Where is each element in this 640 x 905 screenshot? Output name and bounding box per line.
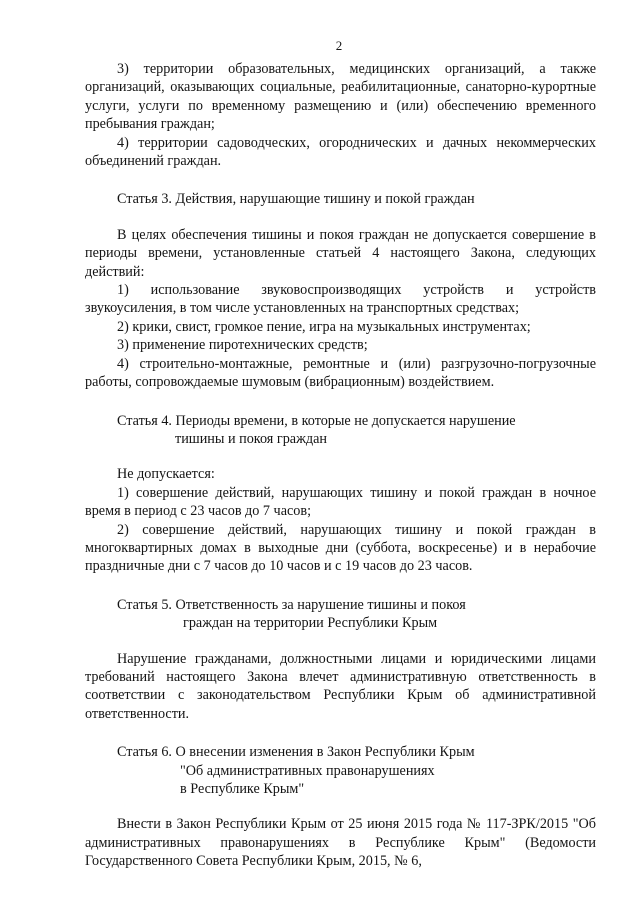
article-3-heading: Статья 3. Действия, нарушающие тишину и покой граждан [117, 191, 475, 208]
article-3-item-2: 2) крики, свист, громкое пение, игра на музыкальных инструментах; [117, 318, 531, 335]
list-item-territory-3: 3) территории образовательных, медицинских организаций, а также организаций, оказывающих социальные, реабилитационные, санаторно-курортные услуги, услуги по временному размещению и (или) обеспечению временного пребывания граждан; [85, 61, 596, 133]
article-3-item-3: 3) применение пиротехнических средств; [117, 337, 368, 354]
article-3-intro: В целях обеспечения тишины и покоя граждан не допускается совершение в периоды времени, установленные статьей 4 настоящего Закона, следующих действий: [85, 226, 596, 280]
article-4-item-2: 2) совершение действий, нарушающих тишину и покой граждан в многоквартирных домах в выходные дни (суббота, воскресенье) и в нерабочие праздничные дни с 7 часов до 10 часов и с 19 часов до 23 часов. [85, 521, 596, 575]
document-body [85, 60, 596, 871]
article-4-heading [85, 412, 596, 449]
article-5-heading [85, 596, 596, 633]
article-6-text: Внести в Закон Республики Крым от 25 июня 2015 года № 117-ЗРК/2015 "Об административных правонарушениях в Республике Крым" (Ведомости Государственного Совета Республики Крым, 2015, № 6, [85, 816, 596, 870]
article-6-heading-line-2: "Об административных правонарушениях [180, 762, 435, 779]
article-6-heading-line-1: Статья 6. О внесении изменения в Закон Республики Крым [117, 744, 475, 761]
page-number: 2 [335, 38, 343, 53]
article-3-item-4: 4) строительно-монтажные, ремонтные и (или) разгрузочно-погрузочные работы, сопровождаемые шумовым (вибрационным) воздействием. [85, 355, 596, 391]
article-4-heading-line-2: тишины и покоя граждан [175, 430, 327, 447]
article-4-item-1: 1) совершение действий, нарушающих тишину и покой граждан в ночное время в период с 23 часов до 7 часов; [85, 484, 596, 520]
article-5-text: Нарушение гражданами, должностными лицами и юридическими лицами требований настоящего Закона влечет административную ответственность в соответствии с законодательством Республики Крым об административной ответственности. [85, 650, 596, 722]
article-4-intro: Не допускается: [117, 466, 215, 483]
list-item-territory-4: 4) территории садоводческих, огороднических и дачных некоммерческих объединений граждан. [85, 134, 596, 170]
article-5-heading-line-2: граждан на территории Республики Крым [183, 615, 438, 632]
article-6-heading-line-3: в Республике Крым" [180, 781, 305, 797]
article-4-heading-line-1: Статья 4. Периоды времени, в которые не допускается нарушение [117, 412, 516, 429]
article-6-heading [85, 743, 596, 798]
article-5-heading-line-1: Статья 5. Ответственность за нарушение тишины и покоя [117, 596, 466, 613]
article-3-item-1: 1) использование звуковоспроизводящих устройств и устройств звукоусиления, в том числе установленных на транспортных средствах; [85, 282, 596, 317]
